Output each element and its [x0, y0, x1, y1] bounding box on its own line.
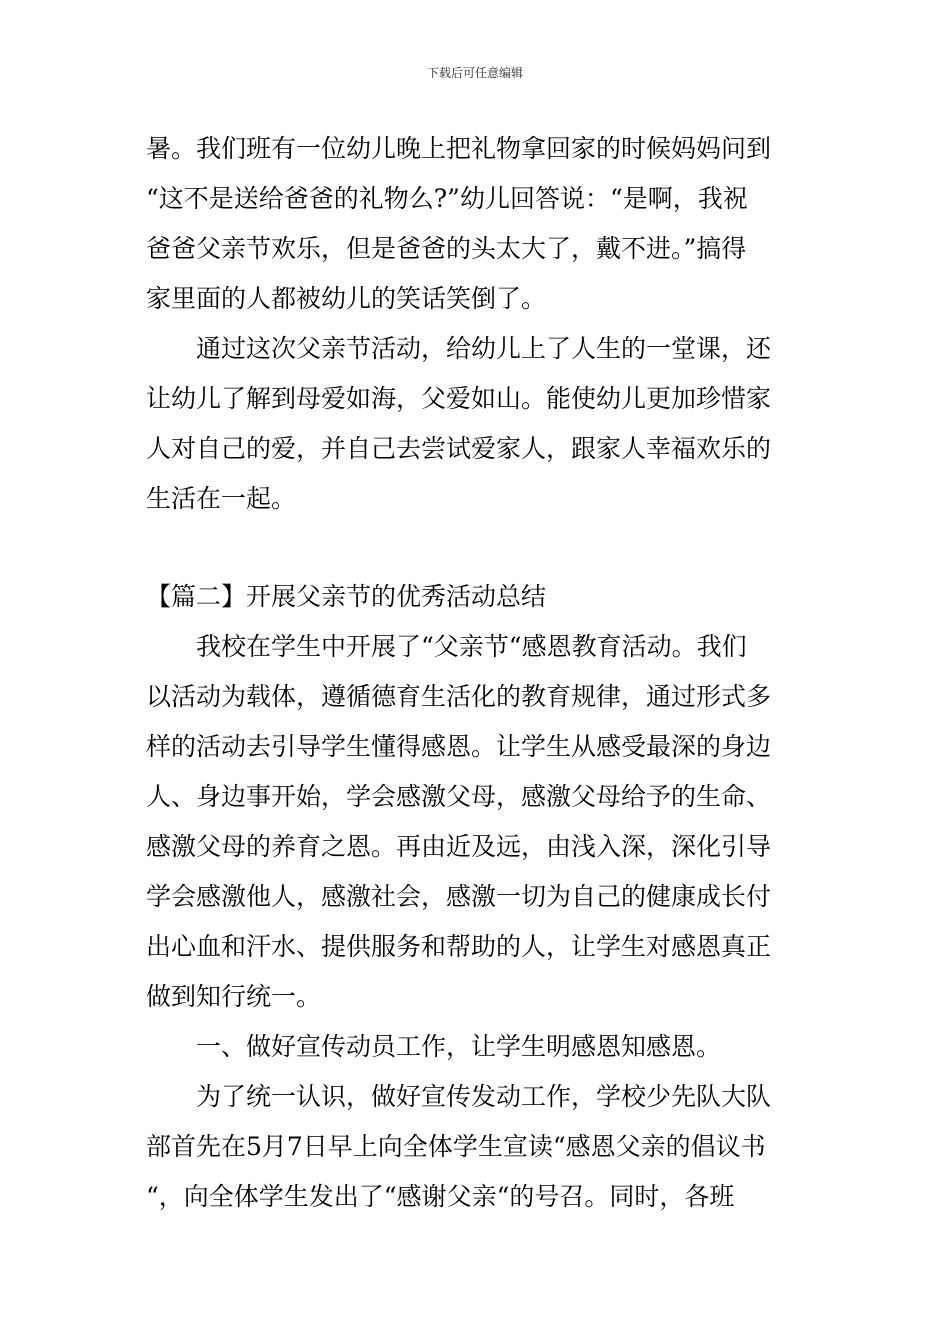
text-line: 出心血和汗水、提供服务和帮助的人，让学生对感恩真正	[146, 932, 772, 961]
text-line: 样的活动去引导学生懂得感恩。让学生从感受最深的身边	[146, 732, 772, 761]
text-line: 做到知行统一。	[146, 982, 322, 1011]
text-line: 以活动为载体，遵循德育生活化的教育规律，通过形式多	[146, 682, 772, 711]
text-line: 人、身边事开始，学会感激父母，感激父母给予的生命、	[146, 782, 772, 811]
paragraph-2	[146, 324, 810, 524]
paragraph-3	[146, 622, 810, 1022]
paragraph-1	[146, 124, 810, 324]
section-title-block	[146, 572, 810, 622]
text-line: 为了统一认识，做好宣传发动工作，学校少先队大队	[196, 1082, 772, 1111]
text-line: 我校在学生中开展了“父亲节“感恩教育活动。我们	[196, 632, 747, 661]
text-line: 家里面的人都被幼儿的笑话笑倒了。	[146, 284, 547, 313]
subheading: 一、做好宣传动员工作，让学生明感恩知感恩。	[196, 1032, 722, 1061]
section-title: 【篇二】开展父亲节的优秀活动总结	[146, 582, 547, 611]
text-line: 暑。我们班有一位幼儿晚上把礼物拿回家的时候妈妈问到	[146, 134, 772, 163]
text-line: 部首先在5月7日早上向全体学生宣读“感恩父亲的倡议书	[146, 1132, 766, 1161]
text-line: 生活在一起。	[146, 484, 297, 513]
page-header: 下载后可任意编辑	[426, 66, 523, 80]
text-line: 人对自己的爱，并自己去尝试爱家人，跟家人幸福欢乐的	[146, 434, 772, 463]
text-line: 让幼儿了解到母爱如海，父爱如山。能使幼儿更加珍惜家	[146, 384, 772, 413]
text-line: 爸爸父亲节欢乐，但是爸爸的头太大了，戴不进。”搞得	[146, 234, 747, 263]
text-line: 学会感激他人，感激社会，感激一切为自己的健康成长付	[146, 882, 772, 911]
text-line: “这不是送给爸爸的礼物么?”幼儿回答说：“是啊，我祝	[146, 184, 748, 213]
paragraph-4	[146, 1072, 810, 1222]
subheading-block	[146, 1022, 810, 1072]
text-line: 感激父母的养育之恩。再由近及远，由浅入深，深化引导	[146, 832, 772, 861]
text-line: 通过这次父亲节活动，给幼儿上了人生的一堂课，还	[196, 334, 772, 363]
text-line: “，向全体学生发出了“感谢父亲“的号召。同时，各班	[146, 1182, 735, 1211]
